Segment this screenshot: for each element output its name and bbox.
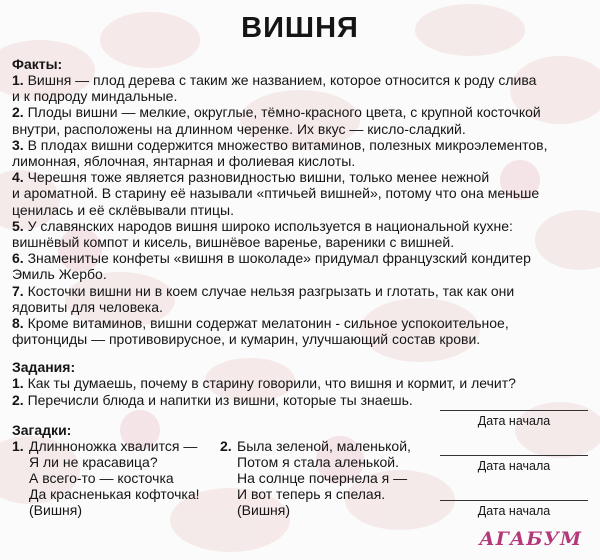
- fact-line: внутри, расположены на длинном черенке. Их вкус — кисло-сладкий.: [12, 120, 466, 137]
- section-spacer: [12, 408, 594, 422]
- agabum-logo: АГАБУМ: [479, 528, 582, 550]
- riddle-line: На солнце почернела я —: [237, 469, 408, 486]
- task-line: 2. Перечисли блюда и напитки из вишни, которые ты знаешь.: [12, 391, 413, 408]
- date-label: Дата начала: [477, 459, 551, 473]
- riddle-number: 2.: [220, 437, 232, 454]
- riddle-line: Потом я стала аленькой.: [237, 453, 399, 470]
- fact-line: и ароматной. В старину её называли «птичьей вишней», потому что она меньше: [12, 185, 540, 202]
- content-area: [12, 56, 594, 560]
- fact-line: 2. Плоды вишни — мелкие, округлые, тёмно-красного цвета, с крупной косточкой: [12, 104, 541, 121]
- page-title: ВИШНЯ: [241, 12, 359, 44]
- riddle-line: Да красненькая кофточка!: [29, 485, 200, 502]
- fact-line: ядовиты для человека.: [12, 298, 163, 315]
- tasks-heading: Задания:: [12, 359, 76, 376]
- facts-heading: Факты:: [12, 56, 63, 72]
- riddle-answer: (Вишня): [237, 501, 291, 518]
- fact-line: 7. Косточки вишни ни в коем случае нельзя разгрызать и глотать, так как они: [12, 282, 515, 299]
- fact-line: и к подроду миндальные.: [12, 88, 178, 105]
- fact-line: вишнёвый компот и кисель, вишнёвое варенье, вареники с вишней.: [12, 234, 455, 251]
- fact-line: 3. В плодах вишни содержится множество витаминов, полезных микроэлементов,: [12, 136, 548, 153]
- riddle-line: Я ли не красавица?: [29, 453, 158, 470]
- fact-line: 6. Знаменитые конфеты «вишня в шоколаде» придумал французский кондитер: [12, 250, 531, 267]
- fact-line: 4. Черешня тоже является разновидностью вишни, только менее нежной: [12, 169, 490, 186]
- riddle-line: И вот теперь я спелая.: [237, 485, 386, 502]
- fact-line: 5. У славянских народов вишня широко используется в национальной кухне:: [12, 217, 513, 234]
- fact-line: лимонная, яблочная, янтарная и фолиевая кислоты.: [12, 153, 356, 170]
- facts-list: [12, 72, 594, 347]
- fact-line: ценилась и её склёвывали птицы.: [12, 201, 234, 218]
- fact-line: Эмиль Жербо.: [12, 266, 107, 283]
- task-line: 1. Как ты думаешь, почему в старину говорили, что вишня и кормит, и лечит?: [12, 375, 516, 392]
- riddle-line: Была зеленой, маленькой,: [237, 437, 411, 454]
- riddle-1: [12, 438, 200, 518]
- date-label: Дата начала: [477, 414, 551, 428]
- date-label: Дата начала: [477, 504, 551, 518]
- riddle-line: А всего-то — косточка: [29, 469, 174, 486]
- fact-line: 1. Вишня — плод дерева с таким же названием, которое относится к роду слива: [12, 72, 537, 88]
- fact-line: фитонциды — противовирусное, и кумарин, улучшающий состав крови.: [12, 331, 481, 348]
- riddle-line: Длинноножка хвалится —: [29, 437, 198, 454]
- riddle-2: [220, 438, 411, 518]
- tasks-list: [12, 375, 594, 407]
- riddle-number: 1.: [12, 437, 24, 454]
- riddles-heading: Загадки:: [12, 421, 72, 438]
- section-spacer: [12, 347, 594, 359]
- fact-line: 8. Кроме витаминов, вишни содержат мелатонин - сильное успокоительное,: [12, 315, 509, 332]
- riddle-answer: (Вишня): [29, 501, 83, 518]
